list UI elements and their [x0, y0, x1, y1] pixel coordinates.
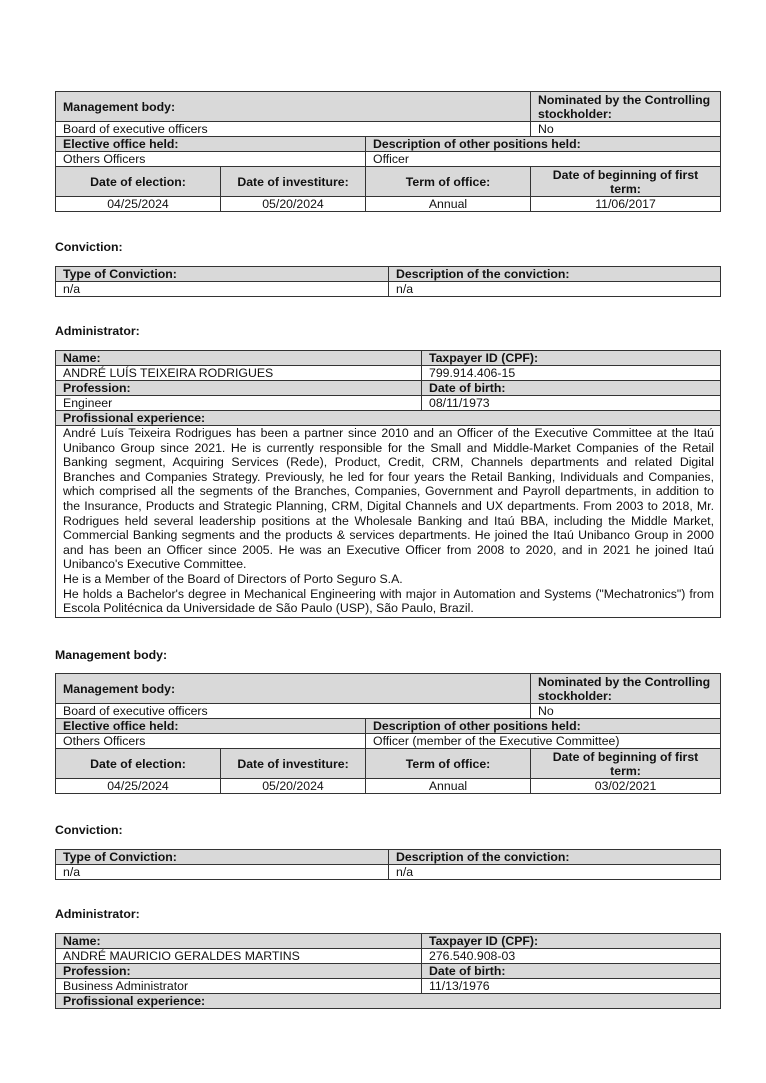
header-cpf: Taxpayer ID (CPF): [422, 934, 721, 949]
management-body-value: Board of executive officers [56, 704, 531, 719]
header-other-positions: Description of other positions held: [366, 137, 721, 152]
header-date-investiture: Date of investiture: [221, 167, 366, 197]
header-date-election: Date of election: [56, 167, 221, 197]
header-conviction-type: Type of Conviction: [56, 267, 389, 282]
administrator-table-2 [55, 933, 720, 1009]
nominated-value: No [531, 122, 721, 137]
header-date-election: Date of election: [56, 749, 221, 779]
header-name: Name: [56, 351, 422, 366]
header-experience: Profissional experience: [56, 994, 721, 1009]
header-conviction-desc: Description of the conviction: [389, 267, 721, 282]
header-conviction-type: Type of Conviction: [56, 850, 389, 865]
other-positions-value: Officer [366, 152, 721, 167]
conviction-desc-value: n/a [389, 282, 721, 297]
header-nominated: Nominated by the Controlling stockholder: [531, 92, 721, 122]
experience-paragraph: He is a Member of the Board of Directors of Porto Seguro S.A. [63, 571, 403, 586]
profession-value: Business Administrator [56, 979, 422, 994]
term-value: Annual [366, 779, 531, 794]
birth-value: 11/13/1976 [422, 979, 721, 994]
cpf-value: 799.914.406-15 [422, 366, 721, 381]
header-date-investiture: Date of investiture: [221, 749, 366, 779]
birth-value: 08/11/1973 [422, 396, 721, 411]
header-other-positions: Description of other positions held: [366, 719, 721, 734]
header-birth: Date of birth: [422, 381, 721, 396]
elective-office-value: Others Officers [56, 734, 366, 749]
header-nominated: Nominated by the Controlling stockholder: [531, 674, 721, 704]
header-management-body: Management body: [56, 674, 531, 704]
header-conviction-desc: Description of the conviction: [389, 850, 721, 865]
header-first-term: Date of beginning of first term: [531, 167, 721, 197]
conviction-title-1: Conviction: [55, 240, 123, 254]
management-table-2 [55, 673, 720, 794]
header-term: Term of office: [366, 749, 531, 779]
date-election-value: 04/25/2024 [56, 779, 221, 794]
experience-paragraph: He holds a Bachelor's degree in Mechanical Engineering with major in Automation and Systems ("Mechatronics") from Escola Politécnica da Universidade de São Paulo (USP), São Paulo, Brazil. [63, 586, 714, 616]
experience-paragraph: André Luís Teixeira Rodrigues has been a partner since 2010 and an Officer of the Executive Committee at the Itaú Unibanco Group since 2021. He is currently responsible for the Small and Middle-Market Companies of the Retail Banking segment, Acquiring Services (Rede), Product, Credit, CRM, Channels departments and related Digital Branches and Companies Strategy. Previously, he led for four years the Retail Banking, Individuals and Companies, which comprised all the segments of the Branches, Companies, Government and Payroll departments, in addition to the Insurance, Products and Strategic Planning, CRM, Digital Channels and UX departments. From 2003 to 2018, Mr. Rodrigues held several leadership positions at the Wholesale Banking and Itaú BBA, including the Middle Market, Commercial Banking segments and the products & services departments. He joined the Itaú Unibanco Group in 2000 and has been an Officer since 2005. He was an Executive Officer from 2008 to 2020, and in 2021 he joined Itaú Unibanco's Executive Committee. [63, 426, 714, 572]
header-cpf: Taxpayer ID (CPF): [422, 351, 721, 366]
first-term-value: 03/02/2021 [531, 779, 721, 794]
conviction-type-value: n/a [56, 282, 389, 297]
header-elective-office: Elective office held: [56, 719, 366, 734]
header-profession: Profession: [56, 381, 422, 396]
date-investiture-value: 05/20/2024 [221, 197, 366, 212]
administrator-title-2: Administrator: [55, 907, 140, 921]
cpf-value: 276.540.908-03 [422, 949, 721, 964]
conviction-type-value: n/a [56, 865, 389, 880]
management-body-value: Board of executive officers [56, 122, 531, 137]
management-table-1 [55, 91, 720, 212]
name-value: ANDRÉ LUÍS TEIXEIRA RODRIGUES [56, 366, 422, 381]
nominated-value: No [531, 704, 721, 719]
header-first-term: Date of beginning of first term: [531, 749, 721, 779]
management-section-title-2: Management body: [55, 648, 168, 662]
conviction-title-2: Conviction: [55, 823, 123, 837]
administrator-table-1 [55, 350, 720, 618]
header-management-body: Management body: [56, 92, 531, 122]
header-name: Name: [56, 934, 422, 949]
header-experience: Profissional experience: [56, 411, 721, 426]
conviction-table-2 [55, 849, 720, 880]
date-election-value: 04/25/2024 [56, 197, 221, 212]
other-positions-value: Officer (member of the Executive Committee) [366, 734, 721, 749]
name-value: ANDRÉ MAURICIO GERALDES MARTINS [56, 949, 422, 964]
term-value: Annual [366, 197, 531, 212]
header-elective-office: Elective office held: [56, 137, 366, 152]
date-investiture-value: 05/20/2024 [221, 779, 366, 794]
header-birth: Date of birth: [422, 964, 721, 979]
profession-value: Engineer [56, 396, 422, 411]
header-term: Term of office: [366, 167, 531, 197]
header-profession: Profession: [56, 964, 422, 979]
conviction-table-1 [55, 266, 720, 297]
first-term-value: 11/06/2017 [531, 197, 721, 212]
administrator-title-1: Administrator: [55, 324, 140, 338]
conviction-desc-value: n/a [389, 865, 721, 880]
experience-text [56, 426, 721, 618]
elective-office-value: Others Officers [56, 152, 366, 167]
